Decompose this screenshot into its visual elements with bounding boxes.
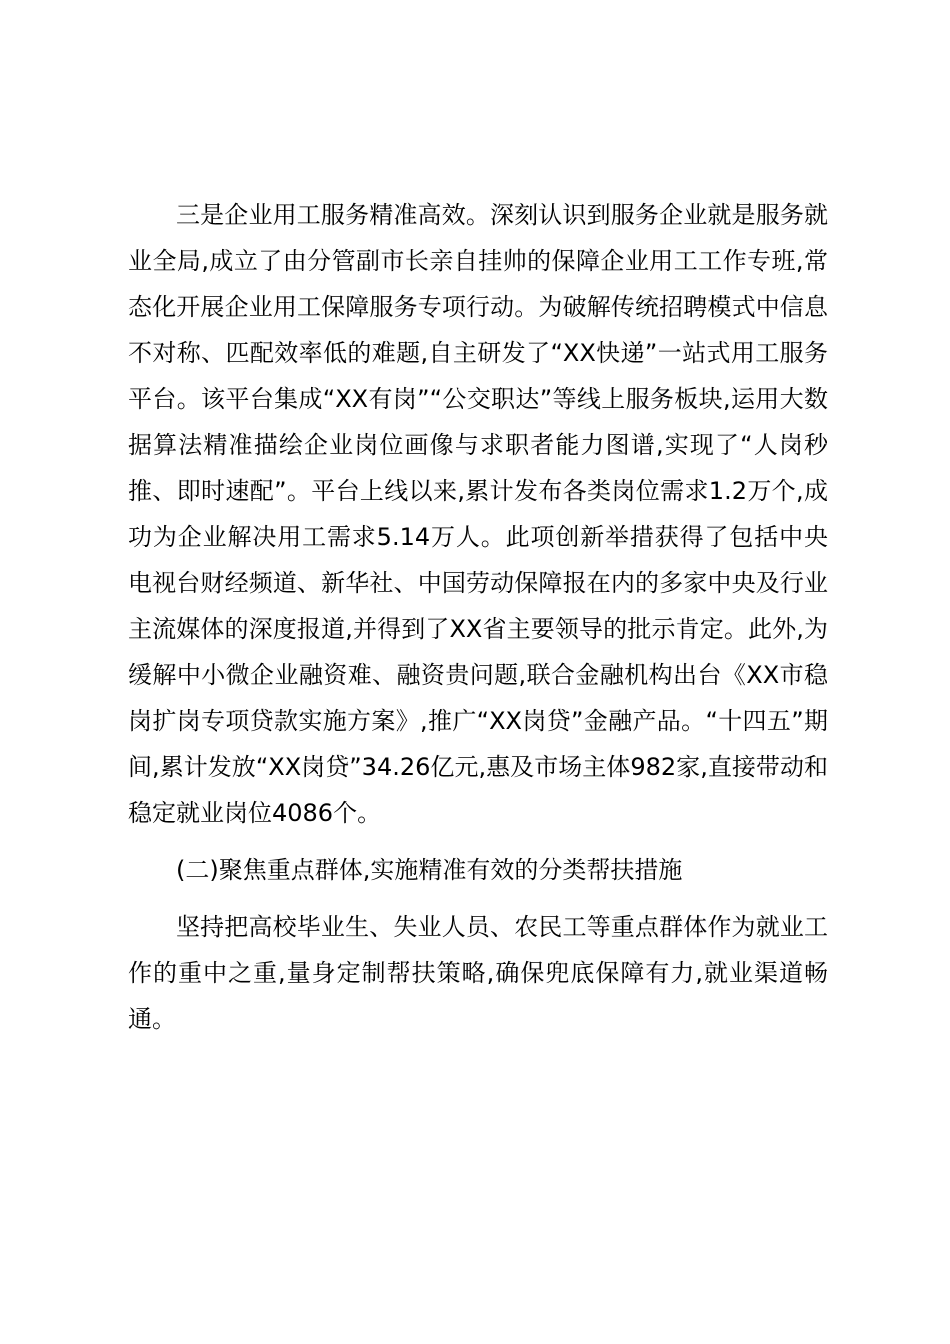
paragraph-key-groups-support: 坚持把高校毕业生、失业人员、农民工等重点群体作为就业工作的重中之重,量身定制帮扶策略,确保兜底保障有力,就业渠道畅通。 — [128, 913, 828, 1033]
paragraph-spacer — [128, 836, 828, 847]
paragraph-enterprise-employment-services: 三是企业用工服务精准高效。深刻认识到服务企业就是服务就业全局,成立了由分管副市长亲自挂帅的保障企业用工工作专班,常态化开展企业用工保障服务专项行动。为破解传统招聘模式中信息不对称、匹配效率低的难题,自主研发了“XX快递”一站式用工服务平台。该平台集成“XX有岗”“公交职达”等线上服务板块,运用大数据算法精准描绘企业岗位画像与求职者能力图谱,实现了“人岗秒推、即时速配”。平台上线以来,累计发布各类岗位需求1.2万个,成功为企业解决用工需求5.14万人。此项创新举措获得了包括中央电视台财经频道、新华社、中国劳动保障报在内的多家中央及行业主流媒体的深度报道,并得到了XX省主要领导的批示肯定。此外,为缓解中小微企业融资难、融资贵问题,联合金融机构出台《XX市稳岗扩岗专项贷款实施方案》,推广“XX岗贷”金融产品。“十四五”期间,累计发放“XX岗贷”34.26亿元,惠及市场主体982家,直接带动和稳定就业岗位4086个。 — [128, 201, 828, 827]
paragraph-spacer — [128, 893, 828, 904]
section-heading-key-groups: (二)聚焦重点群体,实施精准有效的分类帮扶措施 — [176, 856, 683, 884]
document-body — [128, 192, 828, 1042]
